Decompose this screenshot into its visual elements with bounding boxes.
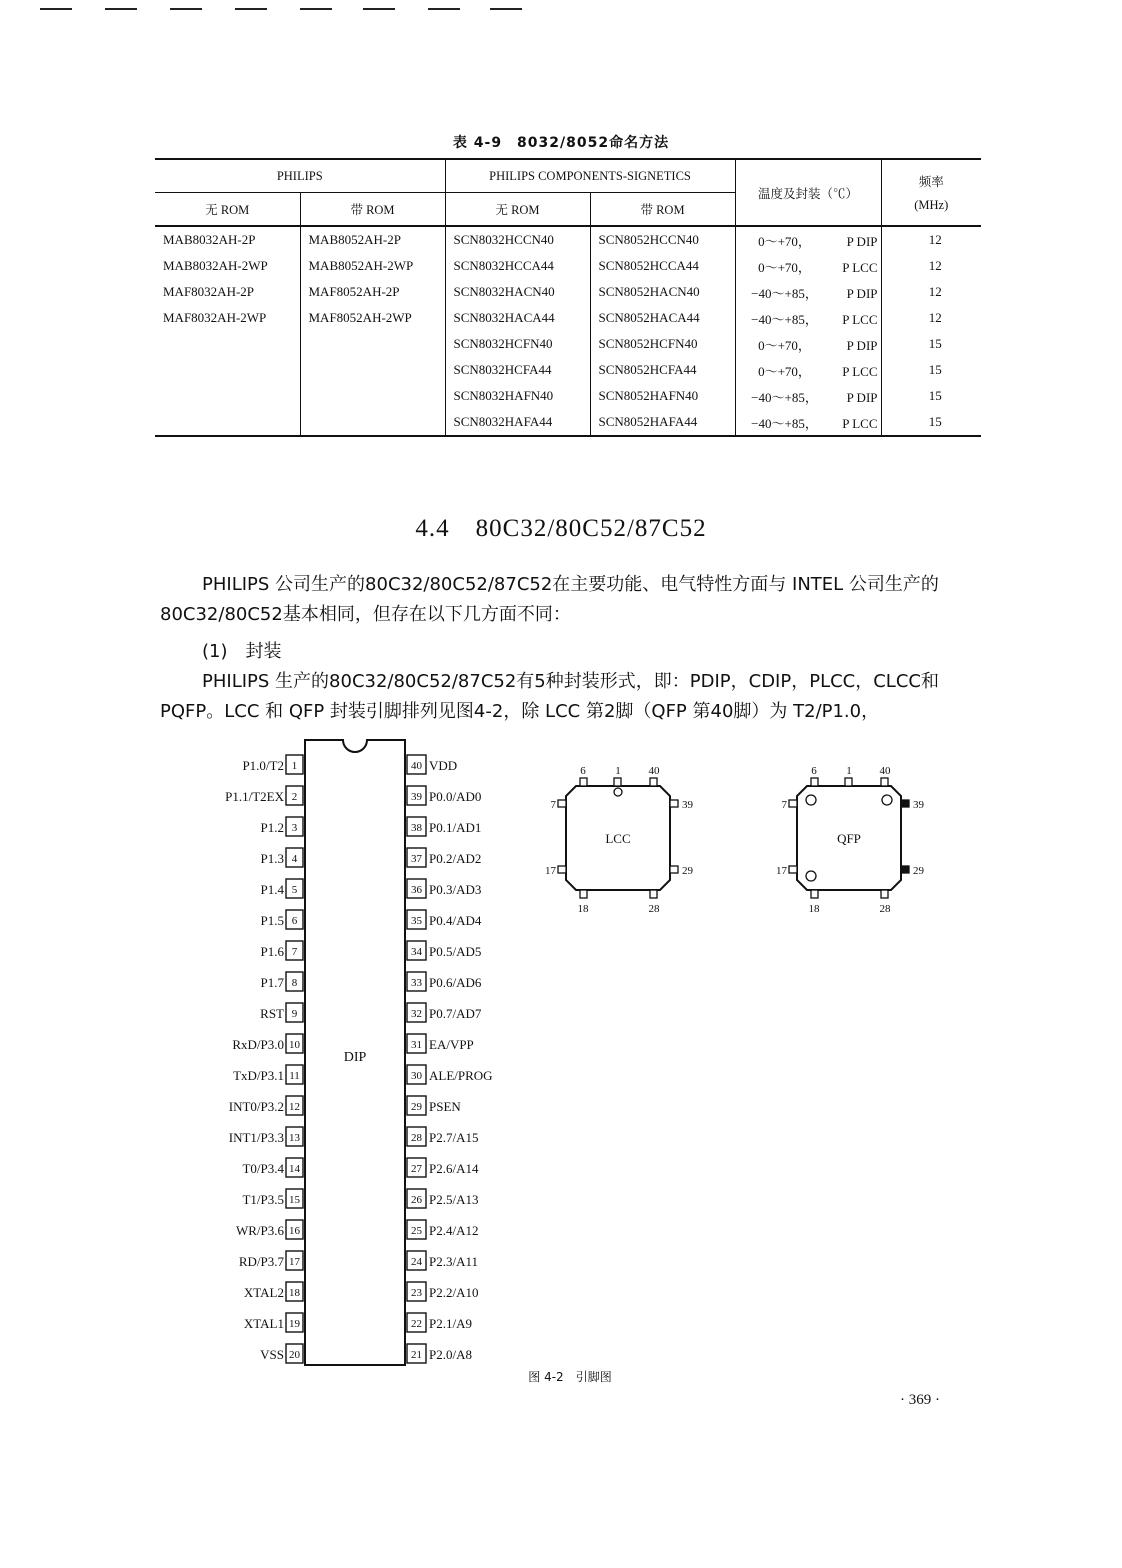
header-frequency xyxy=(881,159,981,226)
lcc-pin-number: 28 xyxy=(648,903,660,915)
dip-pin-name: P1.0/T2 xyxy=(242,758,284,773)
dip-pin-number: 13 xyxy=(289,1132,300,1144)
dip-pin-name: P1.6 xyxy=(260,944,284,959)
cell-temperature: −40～+85， xyxy=(751,285,818,301)
cell-temp-package xyxy=(735,253,881,279)
dip-pin-name: P2.7/A15 xyxy=(429,1130,479,1145)
table-row xyxy=(155,409,981,436)
lcc-lead xyxy=(580,890,587,898)
cell-philips-with-rom xyxy=(300,331,445,357)
dip-pin-number: 35 xyxy=(411,915,422,927)
dip-pin-number: 2 xyxy=(291,791,298,803)
dip-pin-number: 17 xyxy=(289,1256,300,1268)
dip-pin-number: 16 xyxy=(289,1225,300,1237)
top-edge-mark xyxy=(300,8,332,10)
table-row xyxy=(155,305,981,331)
dip-pin-name: P0.1/AD1 xyxy=(429,820,482,835)
dip-pin-number: 38 xyxy=(411,822,422,834)
cell-temp-package xyxy=(735,226,881,253)
cell-signetics-with-rom: SCN8052HACN40 xyxy=(590,279,735,305)
cell-frequency: 12 xyxy=(881,226,981,253)
dip-pin-name: T0/P3.4 xyxy=(242,1161,284,1176)
dip-pin-number: 15 xyxy=(289,1194,300,1206)
dip-pin-name: P2.3/A11 xyxy=(429,1254,478,1269)
dip-pin-number: 34 xyxy=(411,946,422,958)
table-row xyxy=(155,226,981,253)
dip-pin-name: P1.2 xyxy=(260,820,284,835)
cell-frequency: 15 xyxy=(881,357,981,383)
dip-package xyxy=(225,740,492,1365)
qfp-pin-number: 7 xyxy=(781,799,787,811)
lcc-pin-number: 17 xyxy=(545,865,556,877)
top-edge-mark xyxy=(363,8,395,10)
orientation-marker xyxy=(806,871,816,881)
dip-pin-number: 1 xyxy=(291,760,298,772)
subheader-no-rom: 无 ROM xyxy=(445,193,590,227)
table-row xyxy=(155,383,981,409)
cell-temperature: 0～+70， xyxy=(758,233,811,249)
dip-pin-number: 18 xyxy=(289,1287,300,1299)
dip-pin-number: 23 xyxy=(411,1287,422,1299)
section-number: 4.4 xyxy=(415,515,450,542)
dip-pin-number: 36 xyxy=(411,884,422,896)
lcc-lead xyxy=(670,866,678,873)
dip-pin-number: 11 xyxy=(289,1070,300,1082)
cell-philips-with-rom: MAB8052AH-2P xyxy=(300,226,445,253)
lcc-lead xyxy=(580,778,587,786)
table-header-row xyxy=(155,159,981,193)
dip-pin-name: P0.6/AD6 xyxy=(429,975,482,990)
dip-pin-number: 37 xyxy=(411,853,422,865)
dip-pin-name: P0.4/AD4 xyxy=(429,913,482,928)
pin1-marker xyxy=(614,788,622,796)
lcc-pin-number: 18 xyxy=(577,903,589,915)
top-edge-mark xyxy=(40,8,72,10)
pin-diagram xyxy=(150,730,970,1370)
dip-pin-number: 6 xyxy=(291,915,298,927)
top-edge-mark xyxy=(170,8,202,10)
cell-signetics-no-rom: SCN8032HACA44 xyxy=(445,305,590,331)
qfp-lead xyxy=(789,866,797,873)
dip-pin-number: 39 xyxy=(411,791,422,803)
qfp-lead xyxy=(811,890,818,898)
dip-pin-number: 27 xyxy=(411,1163,422,1175)
cell-temperature: 0～+70， xyxy=(758,337,811,353)
top-edge-mark xyxy=(105,8,137,10)
qfp-label: QFP xyxy=(837,831,861,846)
cell-philips-with-rom: MAF8052AH-2P xyxy=(300,279,445,305)
section-heading xyxy=(0,508,1122,544)
qfp-pin-number: 39 xyxy=(913,799,924,811)
dip-pin-name: RST xyxy=(260,1006,284,1021)
dip-pin-number: 33 xyxy=(411,977,422,989)
dip-pin-name: PSEN xyxy=(429,1099,461,1114)
cell-package: P LCC xyxy=(842,259,878,275)
dip-pin-number: 14 xyxy=(289,1163,300,1175)
cell-frequency: 15 xyxy=(881,383,981,409)
dip-pin-name: P1.4 xyxy=(260,882,284,897)
dip-pin-name: XTAL2 xyxy=(243,1285,284,1300)
cell-package: P DIP xyxy=(846,233,878,249)
cell-temperature: 0～+70， xyxy=(758,259,811,275)
cell-temp-package xyxy=(735,357,881,383)
cell-signetics-no-rom: SCN8032HCCN40 xyxy=(445,226,590,253)
qfp-pin-number: 28 xyxy=(879,903,891,915)
qfp-pin-number: 18 xyxy=(808,903,820,915)
qfp-lead xyxy=(901,866,909,873)
cell-frequency: 15 xyxy=(881,331,981,357)
cell-package: P DIP xyxy=(846,389,878,405)
qfp-package xyxy=(776,765,925,915)
dip-pin-name: INT1/P3.3 xyxy=(228,1130,284,1145)
cell-temp-package xyxy=(735,409,881,436)
qfp-lead xyxy=(881,890,888,898)
cell-signetics-with-rom: SCN8052HCFN40 xyxy=(590,331,735,357)
lcc-pin-number: 40 xyxy=(648,765,660,777)
lcc-pin-number: 39 xyxy=(682,799,693,811)
dip-pin-number: 7 xyxy=(291,946,298,958)
table-row xyxy=(155,357,981,383)
dip-pin-number: 40 xyxy=(411,760,422,772)
dip-pin-name: P1.5 xyxy=(260,913,284,928)
qfp-pin-number: 1 xyxy=(846,765,852,777)
dip-pin-name: P2.0/A8 xyxy=(429,1347,472,1362)
orientation-marker xyxy=(882,795,892,805)
dip-pin-number: 8 xyxy=(291,977,298,989)
cell-philips-with-rom xyxy=(300,409,445,436)
dip-pin-name: INT0/P3.2 xyxy=(228,1099,284,1114)
qfp-pin-number: 17 xyxy=(776,865,787,877)
cell-philips-no-rom xyxy=(155,383,300,409)
dip-pin-number: 9 xyxy=(291,1008,298,1020)
cell-philips-no-rom: MAF8032AH-2WP xyxy=(163,310,267,325)
lcc-pin-number: 29 xyxy=(682,865,693,877)
section-title: 80C32/80C52/87C52 xyxy=(475,515,707,542)
lcc-lead xyxy=(558,800,566,807)
cell-signetics-no-rom: SCN8032HACN40 xyxy=(445,279,590,305)
qfp-lead xyxy=(901,800,909,807)
header-philips: PHILIPS xyxy=(155,159,445,193)
dip-pin-number: 3 xyxy=(291,822,298,834)
cell-signetics-no-rom: SCN8032HCFA44 xyxy=(445,357,590,383)
table-row xyxy=(155,253,981,279)
dip-pin-number: 30 xyxy=(411,1070,422,1082)
cell-philips-no-rom: MAB8032AH-2P xyxy=(163,232,256,247)
qfp-pin-number: 6 xyxy=(811,765,817,777)
cell-package: P LCC xyxy=(842,311,878,327)
dip-pin-number: 28 xyxy=(411,1132,422,1144)
dip-pin-name: P0.0/AD0 xyxy=(429,789,482,804)
dip-pin-number: 31 xyxy=(411,1039,422,1051)
cell-temp-package xyxy=(735,383,881,409)
cell-signetics-with-rom: SCN8052HCCA44 xyxy=(590,253,735,279)
cell-temperature: −40～+85， xyxy=(751,415,818,431)
cell-philips-no-rom xyxy=(155,357,300,383)
cell-philips-with-rom: MAB8052AH-2WP xyxy=(300,253,445,279)
dip-pin-number: 32 xyxy=(411,1008,422,1020)
dip-pin-name: P2.1/A9 xyxy=(429,1316,472,1331)
cell-temperature: −40～+85， xyxy=(751,389,818,405)
dip-pin-name: P1.3 xyxy=(260,851,284,866)
cell-signetics-no-rom: SCN8032HAFA44 xyxy=(445,409,590,436)
top-edge-mark xyxy=(428,8,460,10)
cell-frequency: 12 xyxy=(881,279,981,305)
qfp-lead xyxy=(845,778,852,786)
dip-pin-name: RxD/P3.0 xyxy=(232,1037,284,1052)
dip-pin-name: P2.5/A13 xyxy=(429,1192,479,1207)
pin1-marker xyxy=(806,795,816,805)
qfp-pin-number: 40 xyxy=(879,765,891,777)
lcc-pin-number: 6 xyxy=(580,765,586,777)
naming-table xyxy=(155,158,981,437)
dip-pin-name: P0.2/AD2 xyxy=(429,851,482,866)
cell-signetics-with-rom: SCN8052HACA44 xyxy=(590,305,735,331)
dip-pin-name: P1.7 xyxy=(260,975,284,990)
dip-pin-name: RD/P3.7 xyxy=(238,1254,284,1269)
table-row xyxy=(155,279,981,305)
dip-pin-number: 29 xyxy=(411,1101,422,1113)
cell-frequency: 12 xyxy=(881,253,981,279)
lcc-lead xyxy=(650,778,657,786)
paragraph-intro: PHILIPS 公司生产的80C32/80C52/87C52在主要功能、电气特性方面与 INTEL 公司生产的80C32/80C52基本相同，但存在以下几方面不同： xyxy=(160,574,939,625)
dip-pin-number: 10 xyxy=(289,1039,300,1051)
lcc-package xyxy=(545,765,694,915)
cell-philips-no-rom xyxy=(155,331,300,357)
cell-signetics-no-rom: SCN8032HCFN40 xyxy=(445,331,590,357)
cell-signetics-with-rom: SCN8052HAFA44 xyxy=(590,409,735,436)
dip-pin-name: EA/VPP xyxy=(429,1037,474,1052)
paragraph-package: PHILIPS 生产的80C32/80C52/87C52有5种封装形式，即：PDIP，CDIP，PLCC，CLCC和 PQFP。LCC 和 QFP 封装引脚排列见图4-2，除 LCC 第2脚（QFP 第40脚）为 T2/P1.0， xyxy=(160,671,939,722)
figure-caption: 图 4-2 引脚图 xyxy=(528,1370,612,1384)
qfp-lead xyxy=(811,778,818,786)
page-number: · 369 · xyxy=(900,1392,940,1408)
header-frequency-unit: (MHz) xyxy=(914,198,949,212)
cell-philips-no-rom: MAB8032AH-2WP xyxy=(163,258,268,273)
dip-pin-name: TxD/P3.1 xyxy=(233,1068,284,1083)
dip-pin-name: P0.5/AD5 xyxy=(429,944,482,959)
dip-pin-name: XTAL1 xyxy=(243,1316,284,1331)
dip-pin-name: VDD xyxy=(429,758,458,773)
cell-signetics-with-rom: SCN8052HCCN40 xyxy=(590,226,735,253)
lcc-label: LCC xyxy=(605,831,631,846)
subheader-with-rom: 带 ROM xyxy=(300,193,445,227)
dip-pin-number: 26 xyxy=(411,1194,422,1206)
lcc-lead xyxy=(558,866,566,873)
cell-temperature: −40～+85， xyxy=(751,311,818,327)
cell-package: P LCC xyxy=(842,415,878,431)
dip-pin-name: P2.2/A10 xyxy=(429,1285,479,1300)
dip-pin-number: 20 xyxy=(289,1349,300,1361)
cell-temp-package xyxy=(735,331,881,357)
cell-signetics-with-rom: SCN8052HAFN40 xyxy=(590,383,735,409)
dip-pin-number: 24 xyxy=(411,1256,422,1268)
dip-pin-name: P1.1/T2EX xyxy=(225,789,284,804)
table-row xyxy=(155,331,981,357)
cell-signetics-with-rom: SCN8052HCFA44 xyxy=(590,357,735,383)
cell-philips-with-rom xyxy=(300,357,445,383)
header-temp-package-label: 温度及封装（℃） xyxy=(758,186,859,201)
lcc-lead xyxy=(670,800,678,807)
dip-pin-name: P2.4/A12 xyxy=(429,1223,479,1238)
dip-pin-number: 5 xyxy=(291,884,298,896)
cell-signetics-no-rom: SCN8032HAFN40 xyxy=(445,383,590,409)
dip-pin-name: VSS xyxy=(260,1347,284,1362)
header-temp-package xyxy=(735,159,881,226)
table-caption: 表 4-9 8032/8052命名方法 xyxy=(452,135,670,151)
cell-frequency: 15 xyxy=(881,409,981,436)
cell-package: P DIP xyxy=(846,285,878,301)
dip-pin-name: P2.6/A14 xyxy=(429,1161,479,1176)
top-edge-mark xyxy=(490,8,522,10)
cell-temp-package xyxy=(735,305,881,331)
lcc-lead xyxy=(614,778,621,786)
lcc-lead xyxy=(650,890,657,898)
dip-pin-number: 21 xyxy=(411,1349,422,1361)
subheader-no-rom: 无 ROM xyxy=(155,193,300,227)
top-edge-mark xyxy=(235,8,267,10)
cell-philips-with-rom xyxy=(300,383,445,409)
dip-label: DIP xyxy=(343,1050,367,1065)
qfp-lead xyxy=(881,778,888,786)
dip-pin-number: 22 xyxy=(411,1318,422,1330)
dip-pin-name: ALE/PROG xyxy=(429,1068,493,1083)
dip-pin-name: WR/P3.6 xyxy=(235,1223,284,1238)
lcc-pin-number: 1 xyxy=(615,765,621,777)
cell-philips-no-rom: MAF8032AH-2P xyxy=(163,284,255,299)
dip-pin-name: P0.7/AD7 xyxy=(429,1006,482,1021)
dip-pin-number: 19 xyxy=(289,1318,300,1330)
dip-pin-name: T1/P3.5 xyxy=(242,1192,284,1207)
cell-frequency: 12 xyxy=(881,305,981,331)
cell-philips-no-rom xyxy=(155,409,300,436)
dip-pin-number: 25 xyxy=(411,1225,422,1237)
cell-signetics-no-rom: SCN8032HCCA44 xyxy=(445,253,590,279)
cell-temp-package xyxy=(735,279,881,305)
dip-pin-name: P0.3/AD3 xyxy=(429,882,482,897)
dip-pin-number: 4 xyxy=(291,853,298,865)
cell-temperature: 0～+70， xyxy=(758,363,811,379)
cell-philips-with-rom: MAF8052AH-2WP xyxy=(300,305,445,331)
cell-package: P LCC xyxy=(842,363,878,379)
dip-pin-number: 12 xyxy=(289,1101,300,1113)
header-frequency-label: 频率 xyxy=(918,175,944,189)
subheader-with-rom: 带 ROM xyxy=(590,193,735,227)
qfp-pin-number: 29 xyxy=(913,865,924,877)
qfp-lead xyxy=(789,800,797,807)
header-signetics: PHILIPS COMPONENTS-SIGNETICS xyxy=(445,159,735,193)
paragraph-item-heading: (1) 封装 xyxy=(202,641,282,662)
cell-package: P DIP xyxy=(846,337,878,353)
lcc-pin-number: 7 xyxy=(550,799,556,811)
